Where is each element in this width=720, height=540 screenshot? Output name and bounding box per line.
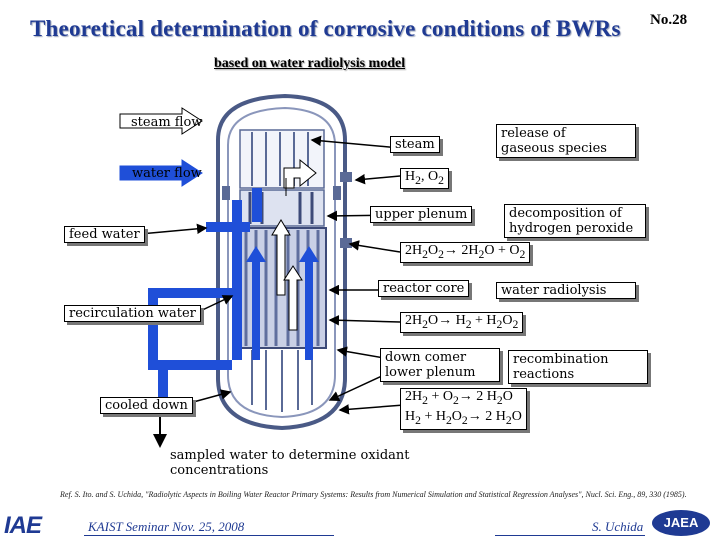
downcomer-lower-plenum-label	[380, 348, 500, 382]
recirculation-water-label: recirculation water	[64, 305, 201, 322]
slide-subtitle: based on water radiolysis model	[214, 56, 406, 71]
footer-rule-right	[495, 535, 645, 536]
radiolysis-equation: $2H_2O\to H_2 + H_2O_2$	[400, 312, 523, 333]
iae-logo: IAE	[4, 512, 42, 539]
release-line-1: release of	[501, 126, 566, 141]
reference-citation: Ref. S. Ito. and S. Uchida, "Radiolytic Aspects in Boiling Water Reactor Primary Systems: Results from Numerical Simulation and Statistical Regression Analyses", Nucl. Sci. Eng., 89, 330 (1985).	[60, 490, 687, 499]
feed-water-label: feed water	[64, 226, 145, 243]
footer-seminar: KAIST Seminar Nov. 25, 2008	[88, 519, 245, 534]
lower-plenum-line: lower plenum	[385, 365, 476, 380]
water-flow-legend-label: water flow	[132, 166, 202, 181]
upper-plenum-label: upper plenum	[370, 206, 472, 223]
recomb-line-2: reactions	[513, 367, 575, 382]
footer-author: S. Uchida	[592, 519, 644, 534]
slide-title: Theoretical determination of corrosive conditions of BWRs	[30, 16, 621, 41]
recombination-equations	[400, 388, 527, 430]
downcomer-line: down comer	[385, 350, 467, 365]
reactor-core-label: reactor core	[378, 280, 469, 297]
release-line-2: gaseous species	[501, 141, 607, 156]
water-radiolysis-box: water radiolysis	[496, 282, 636, 299]
cooled-down-label: cooled down	[100, 397, 193, 414]
release-gaseous-species-box	[496, 124, 636, 158]
sampled-line-1: sampled water to determine oxidant	[170, 448, 410, 463]
sampled-line-2: concentrations	[170, 463, 269, 478]
footer-rule-left	[84, 535, 334, 536]
steam-region-label: steam	[390, 136, 440, 153]
recombination-box	[508, 350, 648, 384]
recombination-equation-2: $H_2 + H_2O_2\to 2$ $H_2O$	[405, 408, 522, 427]
steam-flow-legend-label: steam flow	[131, 115, 203, 130]
h2-o2-label: $H_2$, $O_2$	[400, 168, 449, 189]
jaea-logo: JAEA	[652, 510, 710, 536]
decomposition-equation: $2H_2O_2\to 2H_2O + O_2$	[400, 242, 530, 263]
recombination-equation-1: $2H_2 + O_2\to 2$ $H_2O$	[405, 389, 513, 407]
decomp-line-1: decomposition of	[509, 206, 622, 221]
sampled-water-label	[170, 448, 410, 478]
decomp-line-2: hydrogen peroxide	[509, 221, 634, 236]
decomposition-box	[504, 204, 646, 238]
recomb-line-1: recombination	[513, 352, 609, 367]
slide-number: No.28	[650, 12, 688, 28]
